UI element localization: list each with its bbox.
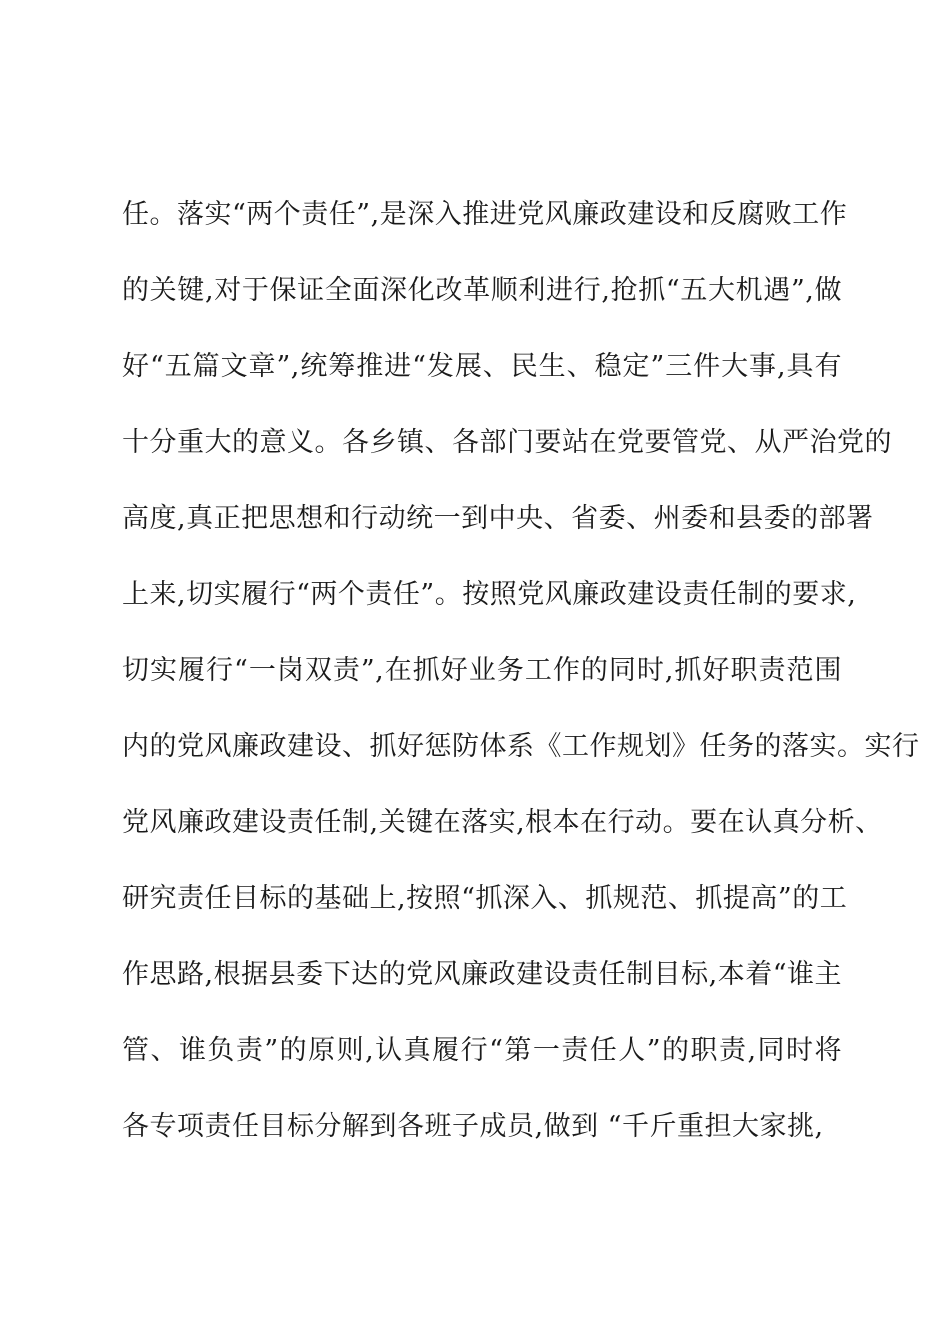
text-line: 各专项责任目标分解到各班子成员,做到 “千斤重担大家挑, — [122, 1111, 824, 1142]
text-line: 高度,真正把思想和行动统一到中央、省委、州委和县委的部署 — [122, 503, 874, 534]
text-line: 十分重大的意义。各乡镇、各部门要站在党要管党、从严治党的 — [122, 427, 892, 458]
body-text — [122, 193, 920, 1181]
text-line: 切实履行“一岗双责”,在抓好业务工作的同时,抓好职责范围 — [122, 655, 842, 686]
text-line: 任。落实“两个责任”,是深入推进党风廉政建设和反腐败工作 — [122, 199, 848, 230]
text-line: 党风廉政建设责任制,关键在落实,根本在行动。要在认真分析、 — [122, 807, 883, 838]
text-line: 内的党风廉政建设、抓好惩防体系《工作规划》任务的落实。实行 — [122, 731, 920, 762]
text-line: 管、谁负责”的原则,认真履行“第一责任人”的职责,同时将 — [122, 1035, 842, 1066]
text-line: 研究责任目标的基础上,按照“抓深入、抓规范、抓提高”的工 — [122, 883, 848, 914]
text-line: 作思路,根据县委下达的党风廉政建设责任制目标,本着“谁主 — [122, 959, 842, 990]
text-line: 好“五篇文章”,统筹推进“发展、民生、稳定”三件大事,具有 — [122, 351, 842, 382]
text-line: 的关键,对于保证全面深化改革顺利进行,抢抓“五大机遇”,做 — [122, 275, 842, 306]
text-line: 上来,切实履行“两个责任”。按照党风廉政建设责任制的要求, — [122, 579, 857, 610]
